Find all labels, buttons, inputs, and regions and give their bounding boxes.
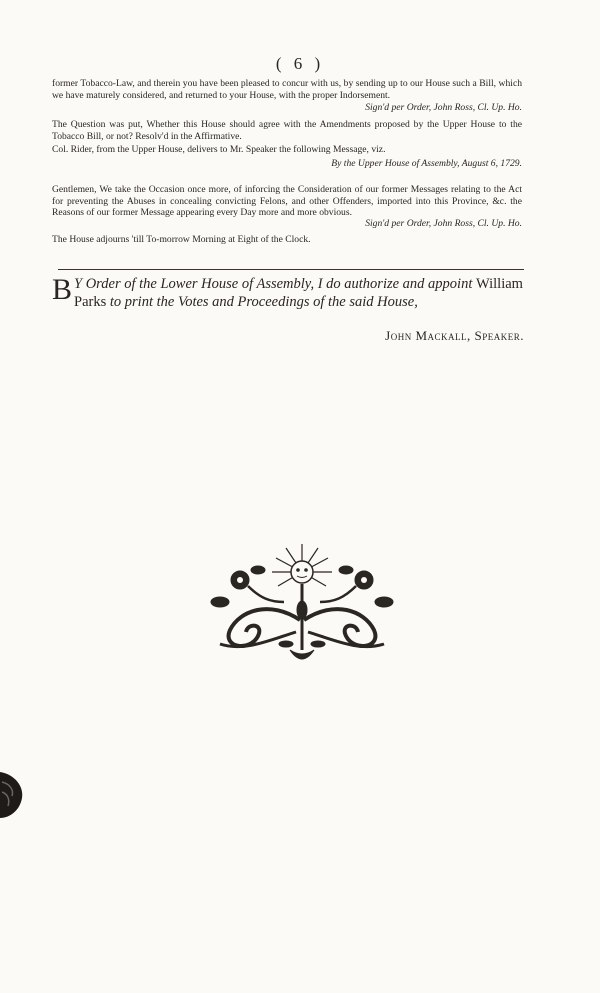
paragraph-text: The House adjourns 'till To-morrow Morning at Eight of the Clock. xyxy=(52,234,311,245)
dropcap-letter: B xyxy=(52,273,73,306)
paragraph-text: former Tobacco-Law, and therein you have been pleased to concur with us, by sending up to our House such a Bill, which we have maturely considered, and returned to your House, with the proper Indorsement. xyxy=(52,78,522,101)
speaker-signature: John Mackall, Speaker. xyxy=(385,328,524,343)
paragraph-adjourn xyxy=(52,234,522,246)
dateline xyxy=(52,158,522,170)
floral-sun-ornament-icon xyxy=(200,540,405,670)
signature-text: Sign'd per Order, John Ross, Cl. Up. Ho. xyxy=(365,218,522,229)
dateline-text: By the Upper House of Assembly, August 6, 1729. xyxy=(331,158,522,169)
horizontal-rule xyxy=(58,269,524,270)
page-number: ( 6 ) xyxy=(275,54,325,73)
paragraph-gentlemen-message xyxy=(52,184,522,219)
paragraph-text: The Question was put, Whether this House should agree with the Amendments proposed by the Upper House to the Tobacco Bill, or not? Resolv'd in the Affirmative. xyxy=(52,119,522,142)
paragraph-question xyxy=(52,119,522,142)
order-notice xyxy=(52,275,528,311)
printer-name: William Parks xyxy=(74,276,523,310)
signature-line xyxy=(52,218,522,230)
paragraph-text: Col. Rider, from the Upper House, delivers to Mr. Speaker the following Message, viz. xyxy=(52,144,386,155)
signature-line xyxy=(52,102,522,114)
ink-blot-icon xyxy=(0,770,26,820)
paragraph-tobacco-law xyxy=(52,78,522,101)
order-text-after: to print the Votes and Proceedings of the said House, xyxy=(109,294,418,310)
order-text-before: Y Order of the Lower House of Assembly, I do authorize and appoint xyxy=(74,276,473,292)
signature-text: Sign'd per Order, John Ross, Cl. Up. Ho. xyxy=(365,102,522,113)
paragraph-message-delivery xyxy=(52,144,522,156)
paragraph-text: Gentlemen, We take the Occasion once more, of inforcing the Consideration of our former Messages relating to the Act for preventing the Abuses in concealing convicting Felons, and other Offenders, imported into this Province, &c. the Reasons of our former Message appearing every Day more and more obvious. xyxy=(52,184,522,218)
